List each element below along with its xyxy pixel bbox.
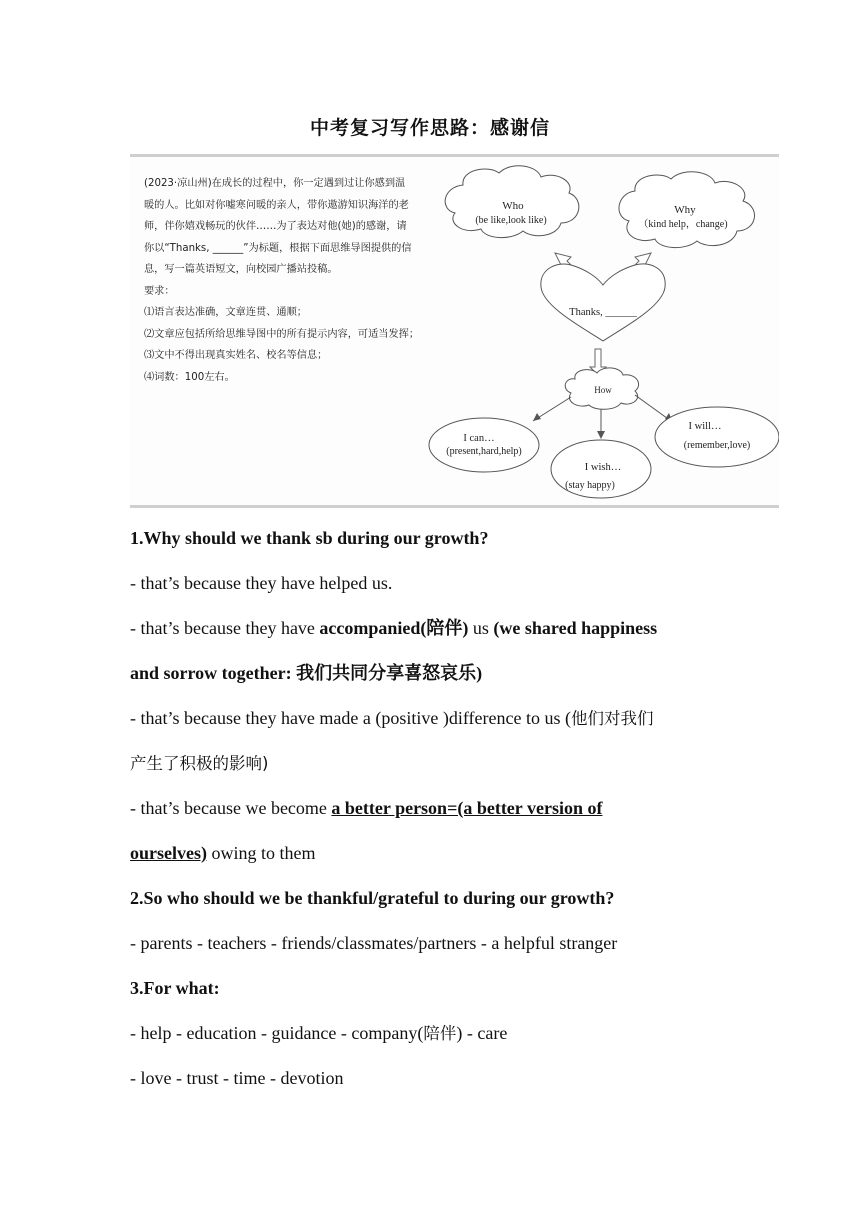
prompt-line: 你以“Thanks, ______”为标题，根据下面思维导图提供的信 bbox=[144, 242, 412, 254]
how-label: How bbox=[594, 385, 612, 395]
writing-prompt bbox=[144, 173, 444, 388]
answer-line: - love - trust - time - devotion bbox=[130, 1068, 344, 1088]
question-1: 1.Why should we thank sb during our growth? bbox=[130, 528, 489, 548]
branch-arrowhead-icon bbox=[597, 431, 605, 439]
i-can-title: I can… bbox=[463, 433, 495, 444]
i-can-subtitle: (present,hard,help) bbox=[446, 446, 522, 457]
page-title: 中考复习写作思路：感谢信 bbox=[309, 117, 550, 139]
text-run: owing to them bbox=[206, 843, 316, 863]
answer-line bbox=[130, 1011, 770, 1056]
why-subtitle: （kind help，change) bbox=[638, 219, 728, 230]
requirement-item: ⑷词数：100左右。 bbox=[144, 371, 235, 383]
answer-line bbox=[130, 786, 770, 831]
answer-line: - parents - teachers - friends/classmates/partners - a helpful stranger bbox=[130, 933, 618, 953]
text-run: ) - care bbox=[456, 1023, 508, 1043]
mind-map-diagram bbox=[425, 157, 779, 502]
prompt-line: 息，写一篇英语短文，向校园广播站投稿。 bbox=[144, 264, 338, 275]
text-run: - that’s because we become bbox=[130, 798, 332, 818]
prompt-line: 师，伴你嬉戏畅玩的伙伴……为了表达对他(她)的感谢，请 bbox=[144, 221, 407, 232]
cjk-run: 陪伴 bbox=[423, 1024, 457, 1043]
underlined-term: ourselves) bbox=[130, 843, 207, 863]
i-can-ellipse bbox=[429, 418, 539, 472]
answer-continuation bbox=[130, 831, 770, 876]
bold-term: accompanied(陪伴) bbox=[319, 618, 469, 638]
task-figure bbox=[130, 154, 779, 508]
requirement-item: ⑶文中不得出现真实姓名、校名等信息； bbox=[144, 350, 328, 361]
i-wish-subtitle: (stay happy) bbox=[565, 480, 615, 491]
answer-continuation: 产生了积极的影响) bbox=[130, 754, 269, 773]
text-run: us bbox=[468, 618, 494, 638]
notes-content bbox=[130, 516, 770, 1101]
question-2: 2.So who should we be thankful/grateful to during our growth? bbox=[130, 888, 615, 908]
requirement-item: ⑵文章应包括所给思维导图中的所有提示内容，可适当发挥； bbox=[144, 328, 420, 340]
who-title: Who bbox=[502, 200, 524, 212]
prompt-line: 暖的人。比如对你嘘寒问暖的亲人，带你遨游知识海洋的老 bbox=[144, 199, 409, 211]
answer-line: - that’s because they have helped us. bbox=[130, 573, 393, 593]
thanks-label: Thanks, ______ bbox=[569, 307, 637, 318]
i-wish-title: I wish… bbox=[584, 462, 622, 473]
text-run: - that’s because they have made a (positive )difference to us ( bbox=[130, 708, 571, 728]
cjk-run: 他们对我们 bbox=[571, 709, 654, 728]
answer-line bbox=[130, 606, 770, 651]
i-will-subtitle: (remember,love) bbox=[683, 440, 751, 451]
underlined-term: a better person=(a better version of bbox=[331, 798, 603, 818]
branch-line bbox=[635, 395, 671, 421]
answer-line bbox=[130, 696, 770, 741]
requirement-item: ⑴语言表达准确，文章连贯、通顺； bbox=[144, 307, 307, 318]
i-will-title: I will… bbox=[688, 421, 722, 432]
text-run: - that’s because they have bbox=[130, 618, 320, 638]
i-will-ellipse bbox=[655, 407, 779, 467]
prompt-line: (2023·凉山州)在成长的过程中，你一定遇到过让你感到温 bbox=[144, 178, 406, 189]
text-run: - help - education - guidance - company( bbox=[130, 1023, 424, 1043]
requirements-title: 要求： bbox=[144, 285, 175, 297]
bold-term: (we shared happiness bbox=[493, 618, 658, 638]
answer-continuation: and sorrow together: 我们共同分享喜怒哀乐) bbox=[130, 663, 483, 683]
who-subtitle: (be like,look like) bbox=[475, 215, 547, 226]
why-title: Why bbox=[674, 204, 696, 216]
thanks-heart bbox=[541, 264, 665, 341]
question-3: 3.For what: bbox=[130, 978, 220, 998]
